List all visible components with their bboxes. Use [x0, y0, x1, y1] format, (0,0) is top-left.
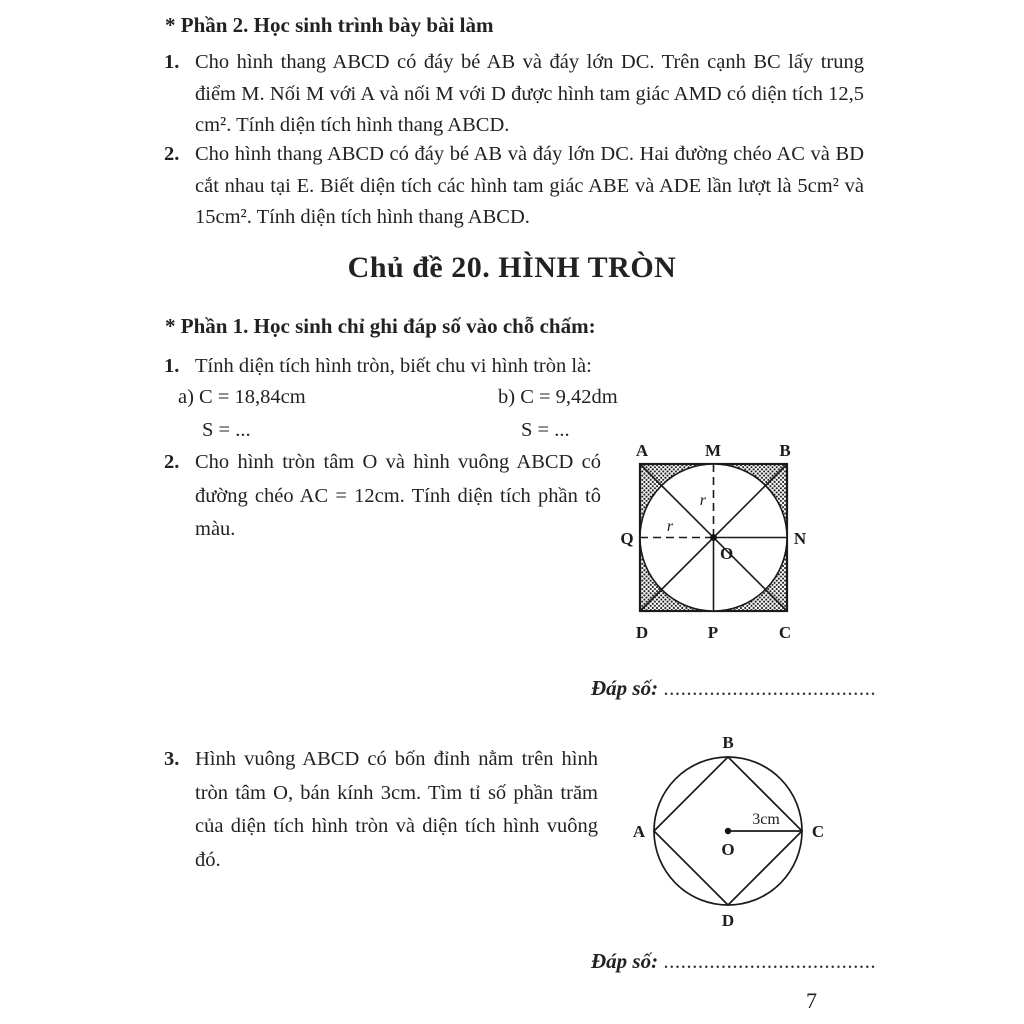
answer-dots: ..................................... [663, 949, 877, 973]
label-N: N [793, 529, 807, 548]
problem-number: 2. [164, 451, 180, 473]
part2-heading: * Phần 2. Học sinh trình bày bài làm [165, 13, 494, 37]
label-D: D [635, 623, 649, 642]
answer-line-problem2 [591, 676, 876, 701]
answer-dots: ..................................... [663, 676, 877, 700]
label-r-top: r [699, 492, 706, 509]
problem-number: 2. [164, 143, 180, 165]
square-inscribed-in-circle-diagram [626, 727, 832, 933]
label-A: A [635, 441, 649, 460]
label-B: B [779, 441, 791, 460]
problem-text: Cho hình tròn tâm O và hình vuông ABCD có đường chéo AC = 12cm. Tính diện tích phần tô màu. [195, 451, 601, 540]
part1-problem-3 [164, 743, 598, 877]
answer-line-problem3 [591, 949, 876, 974]
problem-number: 3. [164, 748, 180, 770]
part2-problem-1 [164, 47, 864, 142]
label-C: C [811, 822, 825, 841]
problem-text: Cho hình thang ABCD có đáy bé AB và đáy lớn DC. Trên cạnh BC lấy trung điểm M. Nối M với A và nối M với D được hình tam giác AMD có diện tích 12,5 cm². Tính diện tích hình thang ABCD. [195, 51, 864, 136]
label-C: C [778, 623, 792, 642]
problem-number: 1. [164, 51, 180, 73]
label-O: O [721, 840, 735, 859]
page-number: 7 [806, 988, 817, 1013]
diagram1-geometry [640, 464, 787, 611]
problem-text: Cho hình thang ABCD có đáy bé AB và đáy lớn DC. Hai đường chéo AC và BD cắt nhau tại E. Biết diện tích các hình tam giác ABE và ADE lần lượt là 5cm² và 15cm². Tính diện tích hình thang ABCD. [195, 143, 864, 228]
diagram2-geometry [654, 757, 802, 905]
part2-problem-2 [164, 139, 864, 234]
problem1a-answer-blank: S = ... [202, 419, 251, 441]
problem-text: Hình vuông ABCD có bốn đỉnh nằm trên hình tròn tâm O, bán kính 3cm. Tìm tỉ số phần trăm của diện tích hình tròn và diện tích hình vuông đó. [195, 748, 598, 871]
problem1b-given: b) C = 9,42dm [498, 386, 618, 408]
problem1b-answer-blank: S = ... [521, 419, 570, 441]
label-A: A [632, 822, 646, 841]
part1-heading: * Phần 1. Học sinh chỉ ghi đáp số vào chỗ chấm: [165, 314, 596, 338]
label-D: D [721, 911, 735, 930]
center-point-O [725, 828, 731, 834]
label-radius-3cm: 3cm [752, 811, 780, 828]
part1-problem-1 [164, 351, 864, 381]
label-O: O [720, 544, 734, 563]
part1-problem-2 [164, 446, 601, 547]
problem-text: Tính diện tích hình tròn, biết chu vi hình tròn là: [195, 355, 592, 377]
chapter-title: Chủ đề 20. HÌNH TRÒN [347, 251, 677, 284]
problem1a-given: a) C = 18,84cm [178, 386, 306, 408]
label-P: P [707, 623, 719, 642]
circle-inscribed-in-square-diagram [616, 441, 812, 643]
problem-number: 1. [164, 355, 180, 377]
center-point-O [710, 534, 717, 541]
answer-label: Đáp số: [591, 949, 659, 973]
answer-label: Đáp số: [591, 676, 659, 700]
label-Q: Q [620, 529, 634, 548]
label-B: B [722, 733, 734, 752]
label-M: M [704, 441, 722, 460]
label-r-left: r [666, 518, 674, 535]
